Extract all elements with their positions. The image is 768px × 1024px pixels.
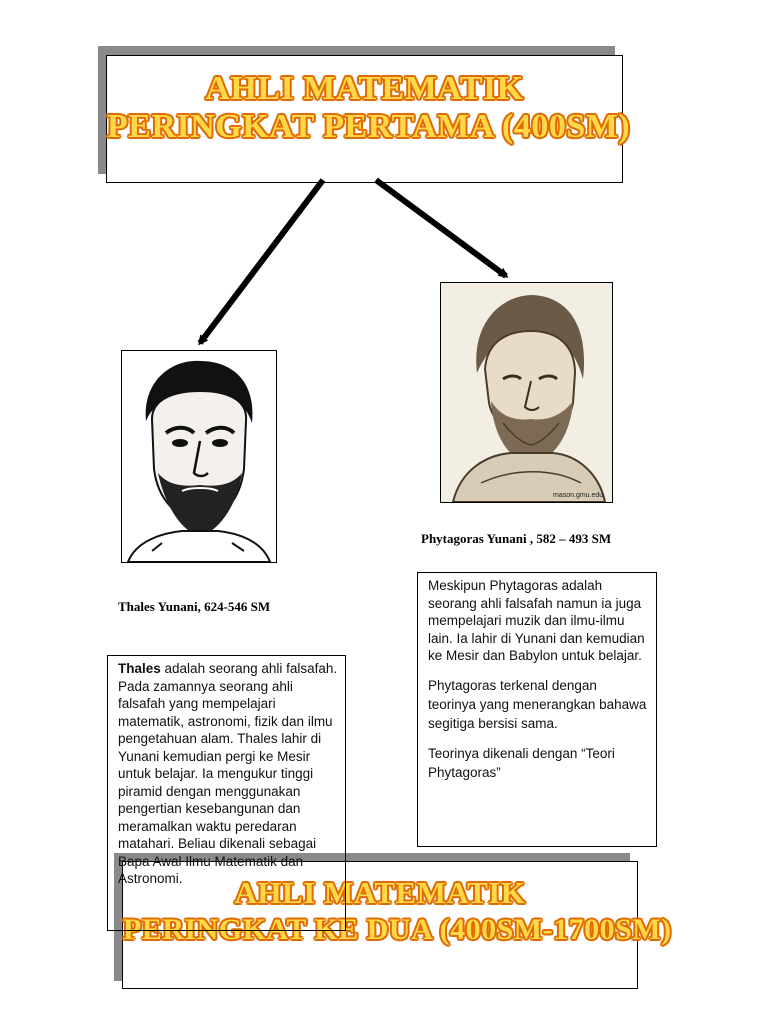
arrow-to-phytagoras bbox=[376, 180, 506, 276]
phytagoras-bust-icon bbox=[441, 283, 612, 502]
phytagoras-paragraph-2: Phytagoras terkenal dengan teorinya yang menerangkan bahawa segitiga bersisi sama. bbox=[428, 677, 647, 731]
thales-description-box bbox=[107, 655, 346, 931]
top-title-line1: AHLI MATEMATIK bbox=[205, 70, 524, 107]
thales-caption: Thales Yunani, 624-546 SM bbox=[118, 599, 271, 614]
bottom-title-line2: PERINGKAT KE DUA (400SM-1700SM) bbox=[123, 913, 672, 946]
thales-portrait bbox=[121, 350, 277, 563]
phytagoras-paragraph-1: Meskipun Phytagoras adalah seorang ahli falsafah namun ia juga mempelajari muzik dan ilmu-ilmu lain. Ia lahir di Yunani dan kemudian ke Mesir dan Babylon untuk belajar. bbox=[428, 578, 645, 663]
top-title-line2: PERINGKAT PERTAMA (400SM) bbox=[107, 108, 631, 145]
phytagoras-paragraph-3: Teorinya dikenali dengan “Teori Phytagoras” bbox=[428, 745, 615, 780]
phytagoras-portrait bbox=[440, 282, 613, 503]
phytagoras-caption: Phytagoras Yunani , 582 – 493 SM bbox=[421, 531, 612, 546]
arrow-to-thales bbox=[200, 180, 323, 343]
phytagoras-image-credit: mason.gmu.edu bbox=[553, 492, 604, 499]
thales-description-text: adalah seorang ahli falsafah. Pada zamannya seorang ahli falsafah yang mempelajari matematik, astronomi, fizik dan ilmu pengetahuan alam. Thales lahir di Yunani kemudian pergi ke Mesir untuk belajar. Ia mengukur tinggi piramid dengan menggunakan pengertian kesebangunan dan meramalkan waktu peredaran matahari. Beliau dikenali sebagai Bapa Awal Ilmu Matematik dan Astronomi. bbox=[118, 661, 338, 886]
bottom-title-line1: AHLI MATEMATIK bbox=[234, 875, 526, 910]
phytagoras-description-box bbox=[417, 572, 657, 847]
top-title-box bbox=[106, 55, 631, 183]
thales-bust-icon bbox=[122, 351, 276, 562]
thales-description bbox=[118, 660, 339, 888]
thales-name: Thales bbox=[118, 661, 161, 676]
